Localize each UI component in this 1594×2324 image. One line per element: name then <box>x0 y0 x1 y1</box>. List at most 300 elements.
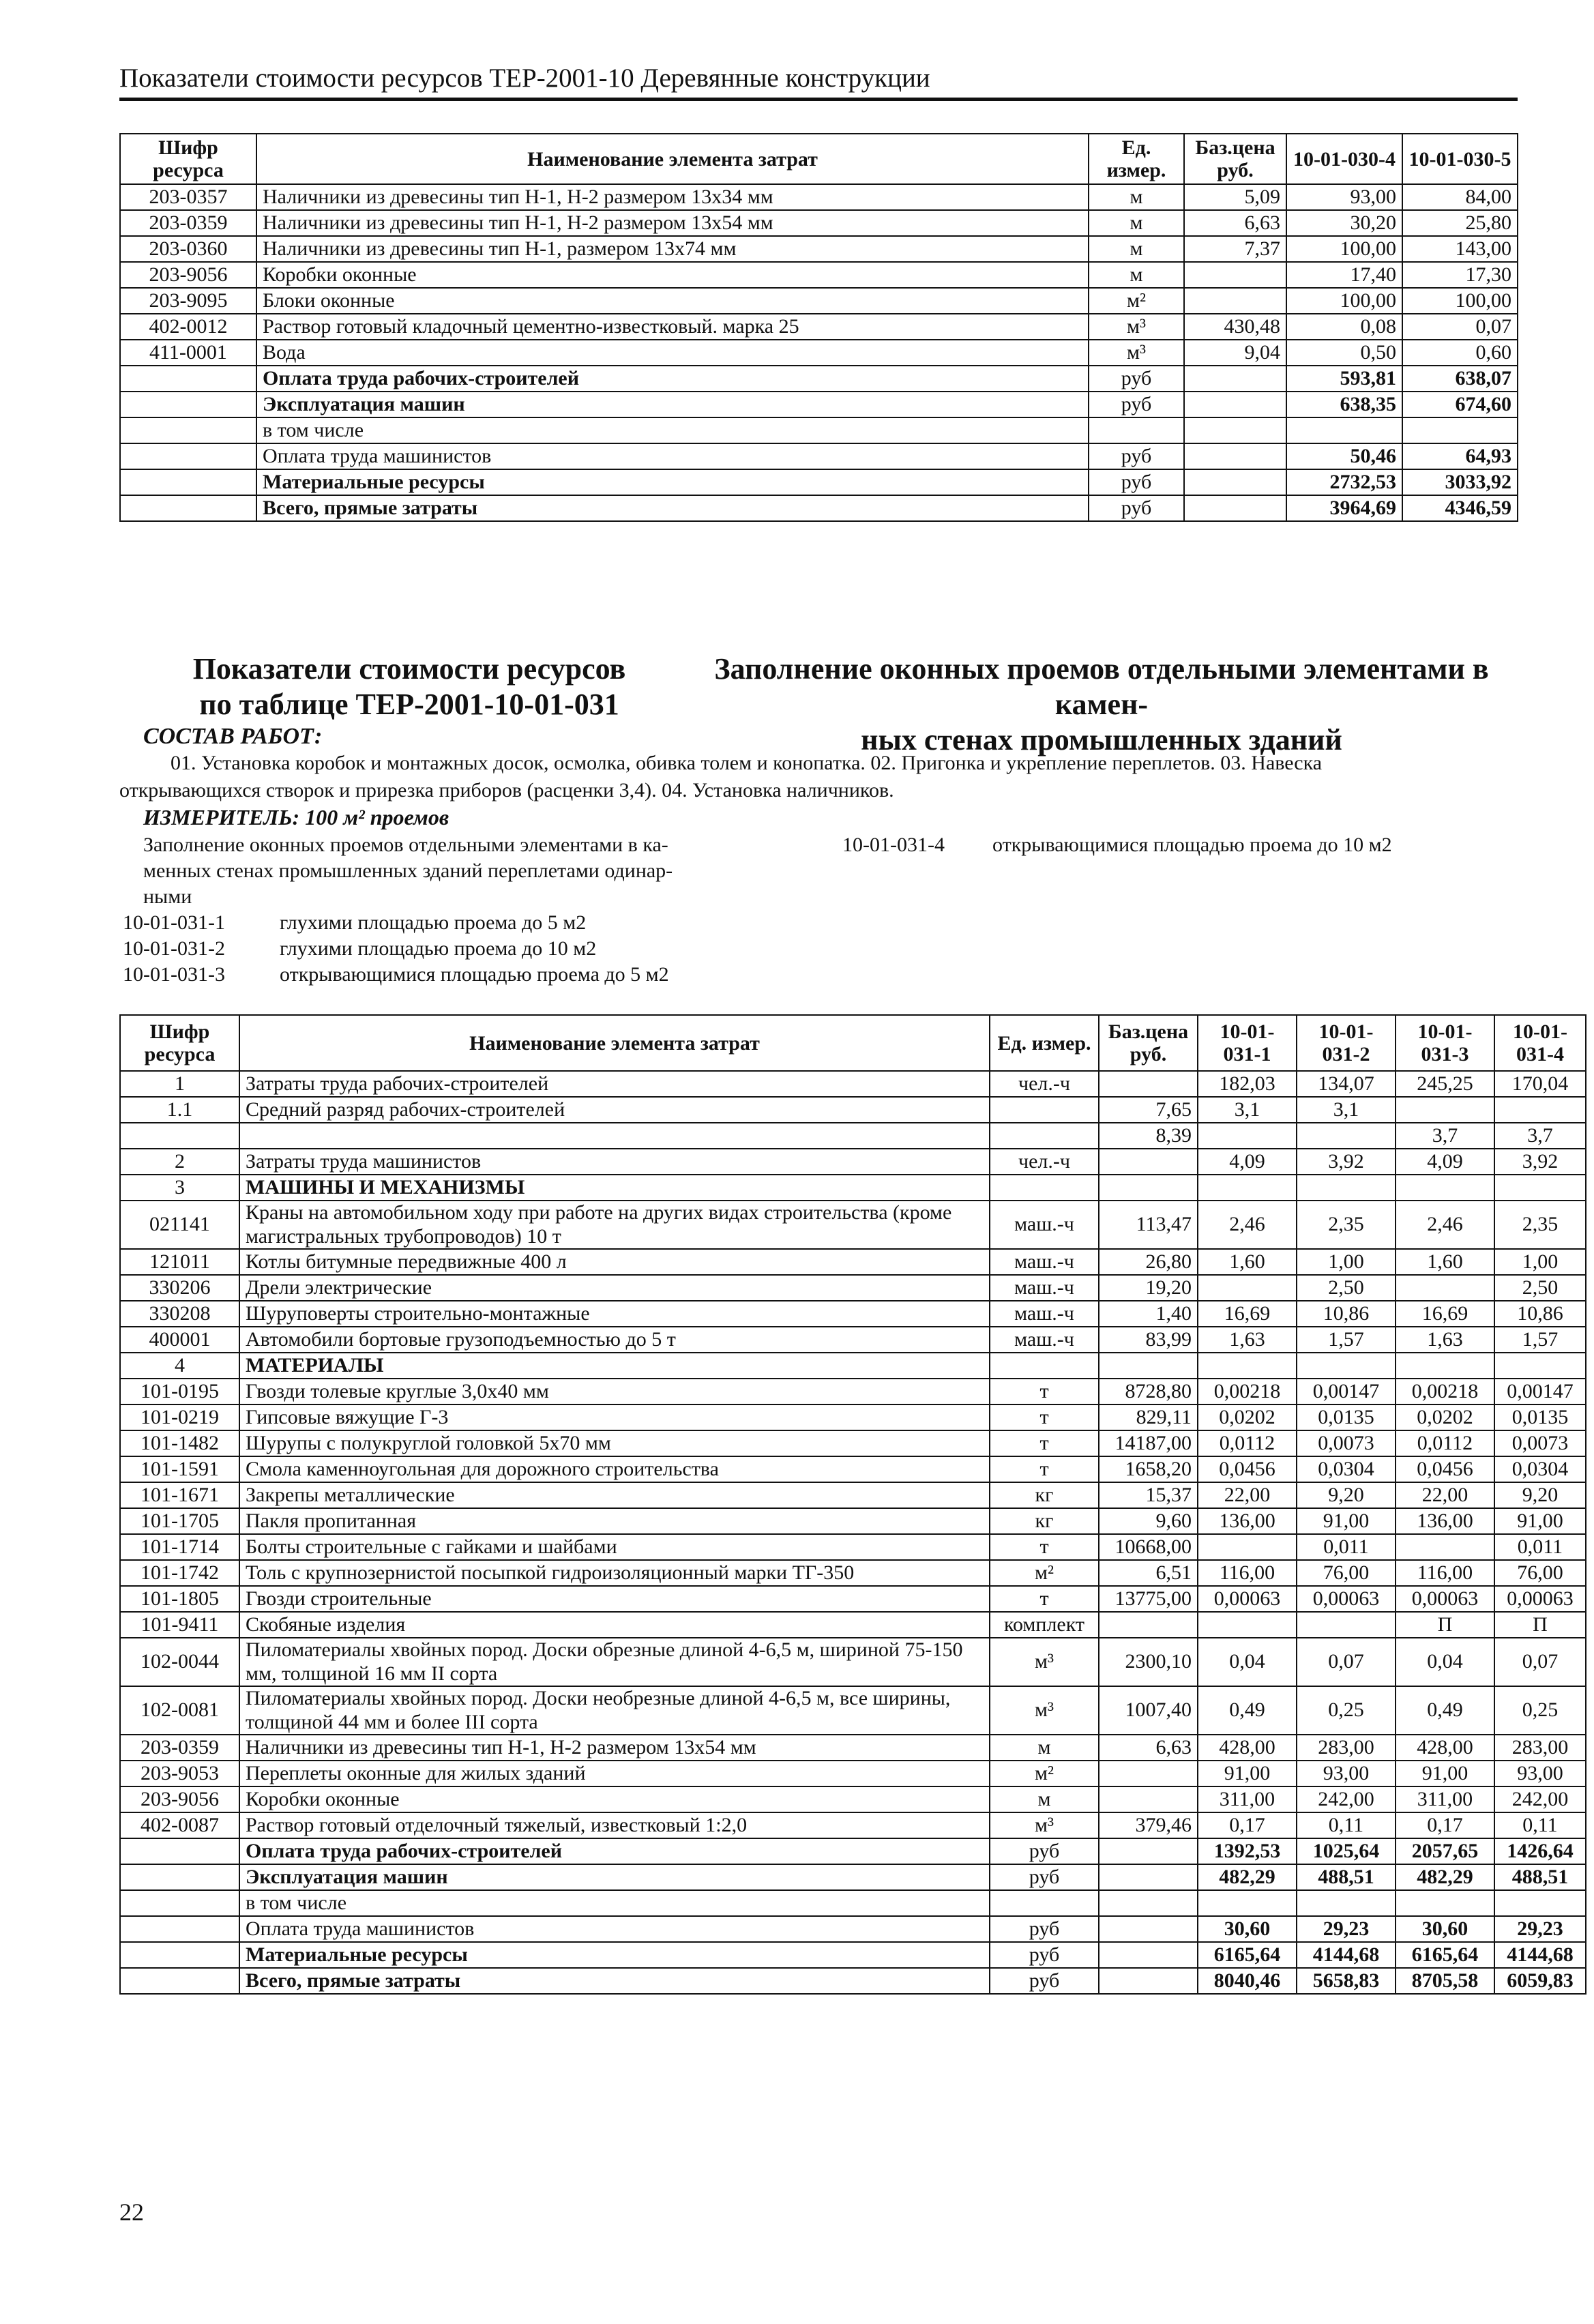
table-cell: Оплата труда рабочих-строителей <box>256 366 1089 392</box>
table-cell <box>120 1890 239 1916</box>
table-cell: 121011 <box>120 1249 239 1275</box>
works-line-2: открывающихся створок и прирезка приборов (расценки 3,4). 04. Установка наличников. <box>119 779 894 801</box>
table-cell: 311,00 <box>1198 1786 1297 1812</box>
table-cell: 1,57 <box>1494 1327 1586 1353</box>
column-header: 10-01-031-2 <box>1297 1015 1396 1071</box>
column-header: 10-01-030-4 <box>1286 134 1402 184</box>
table-cell: м³ <box>990 1812 1099 1838</box>
table-cell: 0,0073 <box>1297 1430 1396 1456</box>
table-cell <box>120 392 256 417</box>
table-cell: 9,20 <box>1297 1482 1396 1508</box>
table-cell <box>1198 1890 1297 1916</box>
table-cell: 6165,64 <box>1198 1942 1297 1968</box>
table-cell: т <box>990 1456 1099 1482</box>
table-cell: 203-0357 <box>120 184 256 210</box>
table-cell <box>990 1123 1099 1149</box>
table-cell: 22,00 <box>1396 1482 1494 1508</box>
table-cell <box>1099 1353 1198 1379</box>
table-row <box>120 1071 1586 1097</box>
table-cell: 5658,83 <box>1297 1968 1396 1994</box>
summary-row <box>120 495 1518 521</box>
table-cell: 8040,46 <box>1198 1968 1297 1994</box>
table-cell: 84,00 <box>1402 184 1518 210</box>
table-cell <box>1184 443 1286 469</box>
table-cell <box>1099 1612 1198 1638</box>
table-cell: кг <box>990 1482 1099 1508</box>
table-cell: м <box>1089 210 1184 236</box>
table-cell: м³ <box>990 1686 1099 1735</box>
left-title-line-1: Показатели стоимости ресурсов <box>192 652 626 686</box>
table-cell: 22,00 <box>1198 1482 1297 1508</box>
table-cell: 283,00 <box>1297 1735 1396 1761</box>
resource-table-031 <box>119 1014 1586 1995</box>
table-cell: 0,07 <box>1402 314 1518 340</box>
table-cell: 4144,68 <box>1297 1942 1396 1968</box>
table-cell <box>990 1353 1099 1379</box>
table-cell: 0,00063 <box>1494 1586 1586 1612</box>
item-code-2: 10-01-031-2 <box>123 937 225 960</box>
table-cell: 1.1 <box>120 1097 239 1123</box>
table-cell: м <box>1089 184 1184 210</box>
table-cell: 6,63 <box>1099 1735 1198 1761</box>
table-cell: 203-9056 <box>120 1786 239 1812</box>
table-cell: МАШИНЫ И МЕХАНИЗМЫ <box>239 1175 990 1201</box>
table-cell <box>120 443 256 469</box>
table-cell: 245,25 <box>1396 1071 1494 1097</box>
table-cell: 100,00 <box>1286 236 1402 262</box>
table-cell: 3033,92 <box>1402 469 1518 495</box>
table-cell: 182,03 <box>1198 1071 1297 1097</box>
table-cell: 100,00 <box>1402 288 1518 314</box>
table-row <box>120 1456 1586 1482</box>
table-cell: П <box>1494 1612 1586 1638</box>
table-cell: 2057,65 <box>1396 1838 1494 1864</box>
table-cell: Раствор готовый отделочный тяжелый, известковый 1:2,0 <box>239 1812 990 1838</box>
works-line-1: 01. Установка коробок и монтажных досок, осмолка, обивка толем и конопатка. 02. Пригонка и укрепление переплетов. 03. Навеска <box>171 752 1323 774</box>
summary-row <box>120 392 1518 417</box>
table-cell: в том числе <box>256 417 1089 443</box>
table-cell: 9,60 <box>1099 1508 1198 1534</box>
table-cell: 0,17 <box>1198 1812 1297 1838</box>
table-row <box>120 1404 1586 1430</box>
table-row <box>120 1482 1586 1508</box>
table-cell: МАТЕРИАЛЫ <box>239 1353 990 1379</box>
table-cell: м³ <box>1089 340 1184 366</box>
table-cell: 2,46 <box>1396 1201 1494 1249</box>
table-cell <box>1099 1071 1198 1097</box>
column-header: 10-01-031-3 <box>1396 1015 1494 1071</box>
table-cell: 1,63 <box>1198 1327 1297 1353</box>
table-row <box>120 288 1518 314</box>
table-cell: 242,00 <box>1494 1786 1586 1812</box>
table-cell <box>1396 1175 1494 1201</box>
right-desc: открывающимися площадью проема до 10 м2 <box>992 834 1392 856</box>
table-cell: 93,00 <box>1297 1761 1396 1786</box>
table-cell: руб <box>990 1838 1099 1864</box>
table-cell: 1,60 <box>1198 1249 1297 1275</box>
table-cell: маш.-ч <box>990 1301 1099 1327</box>
table-cell: м² <box>1089 288 1184 314</box>
table-cell: 674,60 <box>1402 392 1518 417</box>
table-cell: 101-1705 <box>120 1508 239 1534</box>
table-cell <box>120 1838 239 1864</box>
table-row <box>120 1201 1586 1249</box>
table-cell: Затраты труда рабочих-строителей <box>239 1071 990 1097</box>
column-header: 10-01-031-4 <box>1494 1015 1586 1071</box>
table-cell <box>1198 1353 1297 1379</box>
section-left-title <box>191 651 628 722</box>
table-cell: 1,60 <box>1396 1249 1494 1275</box>
table-cell: 3,92 <box>1297 1149 1396 1175</box>
table-cell: 93,00 <box>1286 184 1402 210</box>
right-title-line-1: Заполнение оконных проемов отдельными элементами в камен- <box>714 652 1489 721</box>
table-cell: 30,60 <box>1198 1916 1297 1942</box>
table-cell: 411-0001 <box>120 340 256 366</box>
table-row <box>120 1379 1586 1404</box>
table-cell: 0,11 <box>1494 1812 1586 1838</box>
table-cell <box>1184 366 1286 392</box>
table-cell: Переплеты оконные для жилых зданий <box>239 1761 990 1786</box>
table-cell: 1,00 <box>1297 1249 1396 1275</box>
table-cell: руб <box>1089 366 1184 392</box>
column-header: Наименование элемента затрат <box>239 1015 990 1071</box>
table-cell: 9,04 <box>1184 340 1286 366</box>
table-cell: 430,48 <box>1184 314 1286 340</box>
table-cell: 402-0087 <box>120 1812 239 1838</box>
table-cell: Автомобили бортовые грузоподъемностью до 5 т <box>239 1327 990 1353</box>
table-cell: 8705,58 <box>1396 1968 1494 1994</box>
table-cell: маш.-ч <box>990 1249 1099 1275</box>
table-cell <box>120 1942 239 1968</box>
column-header: Шифр ресурса <box>120 1015 239 1071</box>
summary-row <box>120 1890 1586 1916</box>
table-cell: 102-0044 <box>120 1638 239 1686</box>
table-cell: кг <box>990 1508 1099 1534</box>
table-row <box>120 1301 1586 1327</box>
table-cell <box>1099 1942 1198 1968</box>
table-cell: 101-1805 <box>120 1586 239 1612</box>
table-cell <box>120 469 256 495</box>
table-cell: м <box>990 1786 1099 1812</box>
table-cell: 76,00 <box>1297 1560 1396 1586</box>
table-cell: 2,50 <box>1494 1275 1586 1301</box>
table-cell: 91,00 <box>1494 1508 1586 1534</box>
table-cell: руб <box>1089 469 1184 495</box>
table-cell: 1,57 <box>1297 1327 1396 1353</box>
table-cell: т <box>990 1534 1099 1560</box>
table-cell: 0,0112 <box>1198 1430 1297 1456</box>
table-cell <box>1297 1890 1396 1916</box>
table-cell: 0,08 <box>1286 314 1402 340</box>
table-cell: 0,04 <box>1396 1638 1494 1686</box>
table-cell: Наличники из древесины тип Н-1, Н-2 размером 13х54 мм <box>256 210 1089 236</box>
table-cell: Затраты труда машинистов <box>239 1149 990 1175</box>
table-cell: 30,60 <box>1396 1916 1494 1942</box>
resource-table-030 <box>119 133 1518 522</box>
summary-row <box>120 1942 1586 1968</box>
table-row <box>120 1149 1586 1175</box>
table-cell: 242,00 <box>1297 1786 1396 1812</box>
table-cell: 0,04 <box>1198 1638 1297 1686</box>
table-cell: Пиломатериалы хвойных пород. Доски обрезные длиной 4-6,5 м, шириной 75-150 мм, толщиной 16 мм II сорта <box>239 1638 990 1686</box>
table-cell: Скобяные изделия <box>239 1612 990 1638</box>
table-cell: руб <box>1089 443 1184 469</box>
table-cell: 0,0304 <box>1494 1456 1586 1482</box>
table-cell: Наличники из древесины тип Н-1, Н-2 размером 13х54 мм <box>239 1735 990 1761</box>
table-cell: 0,0304 <box>1297 1456 1396 1482</box>
table-cell: маш.-ч <box>990 1201 1099 1249</box>
table-cell: 101-1714 <box>120 1534 239 1560</box>
table-cell: Дрели электрические <box>239 1275 990 1301</box>
table-cell: 203-9053 <box>120 1761 239 1786</box>
table-cell: 4144,68 <box>1494 1942 1586 1968</box>
table-row <box>120 1812 1586 1838</box>
summary-row <box>120 366 1518 392</box>
table-cell: 0,17 <box>1396 1812 1494 1838</box>
table-cell: 1,00 <box>1494 1249 1586 1275</box>
table-row <box>120 1638 1586 1686</box>
table-cell: 93,00 <box>1494 1761 1586 1786</box>
table-cell: 101-1742 <box>120 1560 239 1586</box>
table-cell: 3,92 <box>1494 1149 1586 1175</box>
table-row <box>120 1786 1586 1812</box>
column-header: Баз.цена руб. <box>1184 134 1286 184</box>
table-cell: Оплата труда машинистов <box>256 443 1089 469</box>
column-header: 10-01-030-5 <box>1402 134 1518 184</box>
summary-row <box>120 1838 1586 1864</box>
table-cell <box>1396 1890 1494 1916</box>
table-cell: 0,00063 <box>1297 1586 1396 1612</box>
table-cell: 0,011 <box>1494 1534 1586 1560</box>
right-title-line-2: ных стенах промышленных зданий <box>861 722 1342 756</box>
item-desc-2: глухими площадью проема до 10 м2 <box>280 937 597 960</box>
table-cell: 0,60 <box>1402 340 1518 366</box>
table-cell: 1 <box>120 1071 239 1097</box>
table-cell <box>120 1123 239 1149</box>
table-cell: 4346,59 <box>1402 495 1518 521</box>
desc-line-1: Заполнение оконных проемов отдельными элементами в ка- <box>143 834 668 856</box>
table-row <box>120 1560 1586 1586</box>
table-cell: 8728,80 <box>1099 1379 1198 1404</box>
item-desc-3: открывающимися площадью проема до 5 м2 <box>280 963 669 986</box>
item-desc-1: глухими площадью проема до 5 м2 <box>280 911 587 934</box>
table-cell: т <box>990 1430 1099 1456</box>
table-row <box>120 262 1518 288</box>
table-cell <box>1494 1890 1586 1916</box>
works-label: СОСТАВ РАБОТ: <box>143 724 323 749</box>
table-cell: 203-0360 <box>120 236 256 262</box>
table-cell: Всего, прямые затраты <box>256 495 1089 521</box>
table-cell: т <box>990 1404 1099 1430</box>
table-cell: Вода <box>256 340 1089 366</box>
table-cell: Смола каменноугольная для дорожного строительства <box>239 1456 990 1482</box>
table-cell: 0,0135 <box>1297 1404 1396 1430</box>
table-cell: маш.-ч <box>990 1275 1099 1301</box>
table-cell: 0,0135 <box>1494 1404 1586 1430</box>
table-cell: м³ <box>990 1638 1099 1686</box>
table-cell <box>1184 495 1286 521</box>
table-cell: Закрепы металлические <box>239 1482 990 1508</box>
item-code-3: 10-01-031-3 <box>123 963 225 986</box>
table-cell <box>1297 1175 1396 1201</box>
table-cell: 379,46 <box>1099 1812 1198 1838</box>
table-cell: 1007,40 <box>1099 1686 1198 1735</box>
table-cell: 488,51 <box>1297 1864 1396 1890</box>
table-cell: 6,51 <box>1099 1560 1198 1586</box>
table-cell <box>1099 1761 1198 1786</box>
table-cell <box>1099 1149 1198 1175</box>
table-cell: 203-9056 <box>120 262 256 288</box>
table-cell: Наличники из древесины тип Н-1, размером 13х74 мм <box>256 236 1089 262</box>
table-cell: 0,49 <box>1198 1686 1297 1735</box>
table-cell: 0,00218 <box>1198 1379 1297 1404</box>
table-cell: 2 <box>120 1149 239 1175</box>
column-header: 10-01-031-1 <box>1198 1015 1297 1071</box>
table-cell: 0,00063 <box>1396 1586 1494 1612</box>
table-cell: 1426,64 <box>1494 1838 1586 1864</box>
table-cell: 0,0456 <box>1198 1456 1297 1482</box>
table-cell <box>1198 1175 1297 1201</box>
table-cell: руб <box>1089 495 1184 521</box>
table-cell: 3964,69 <box>1286 495 1402 521</box>
table-cell <box>1297 1353 1396 1379</box>
table-cell: Коробки оконные <box>256 262 1089 288</box>
table-cell: 0,0112 <box>1396 1430 1494 1456</box>
right-code: 10-01-031-4 <box>842 834 945 856</box>
table-cell: Материальные ресурсы <box>256 469 1089 495</box>
table-cell: т <box>990 1379 1099 1404</box>
table-cell: 101-0195 <box>120 1379 239 1404</box>
table-row <box>120 1249 1586 1275</box>
table-row <box>120 1123 1586 1149</box>
table-cell: 16,69 <box>1198 1301 1297 1327</box>
table-cell <box>1396 1275 1494 1301</box>
table-cell: 101-1671 <box>120 1482 239 1508</box>
table-row <box>120 1612 1586 1638</box>
table-cell: 17,40 <box>1286 262 1402 288</box>
table-cell <box>1297 1612 1396 1638</box>
table-cell <box>1297 1123 1396 1149</box>
table-cell: Наличники из древесины тип Н-1, Н-2 размером 13х34 мм <box>256 184 1089 210</box>
table-cell: 0,00063 <box>1198 1586 1297 1612</box>
table-cell: 10668,00 <box>1099 1534 1198 1560</box>
table-row <box>120 1534 1586 1560</box>
table-cell: 1,63 <box>1396 1327 1494 1353</box>
table-cell <box>1396 1534 1494 1560</box>
table-cell: в том числе <box>239 1890 990 1916</box>
table-cell: 402-0012 <box>120 314 256 340</box>
table-cell: 113,47 <box>1099 1201 1198 1249</box>
table-cell: Пиломатериалы хвойных пород. Доски необрезные длиной 4-6,5 м, все ширины, толщиной 44 мм и более III сорта <box>239 1686 990 1735</box>
table-row <box>120 1327 1586 1353</box>
table-cell <box>1184 392 1286 417</box>
column-header: Баз.цена руб. <box>1099 1015 1198 1071</box>
table-cell: 0,07 <box>1494 1638 1586 1686</box>
table-cell <box>1198 1612 1297 1638</box>
table-cell <box>1396 1353 1494 1379</box>
table-cell: 829,11 <box>1099 1404 1198 1430</box>
table-cell: Краны на автомобильном ходу при работе на других видах строительства (кроме магистральных трубопроводов) 10 т <box>239 1201 990 1249</box>
summary-row <box>120 1968 1586 1994</box>
table-cell: 30,20 <box>1286 210 1402 236</box>
table-row <box>120 236 1518 262</box>
table-cell: 76,00 <box>1494 1560 1586 1586</box>
table-row <box>120 184 1518 210</box>
table-cell <box>1494 1175 1586 1201</box>
table-cell: 0,50 <box>1286 340 1402 366</box>
table-cell <box>120 495 256 521</box>
table-row <box>120 1430 1586 1456</box>
table-cell: 0,00218 <box>1396 1379 1494 1404</box>
table-cell: Шуруповерты строительно-монтажные <box>239 1301 990 1327</box>
table-cell: 0,0202 <box>1198 1404 1297 1430</box>
table-cell: м³ <box>1089 314 1184 340</box>
table-cell: 2,35 <box>1494 1201 1586 1249</box>
table-row <box>120 1097 1586 1123</box>
table-row <box>120 340 1518 366</box>
table-cell: руб <box>1089 392 1184 417</box>
table-row <box>120 210 1518 236</box>
table-cell: 1025,64 <box>1297 1838 1396 1864</box>
table-cell: 638,35 <box>1286 392 1402 417</box>
table-cell <box>990 1175 1099 1201</box>
table-cell <box>120 366 256 392</box>
table-cell: м² <box>990 1560 1099 1586</box>
table-cell: т <box>990 1586 1099 1612</box>
table-cell <box>1198 1534 1297 1560</box>
table-row <box>120 1586 1586 1612</box>
table-cell: чел.-ч <box>990 1149 1099 1175</box>
table-cell: Средний разряд рабочих-строителей <box>239 1097 990 1123</box>
table-cell <box>1099 1838 1198 1864</box>
table-cell <box>1396 1097 1494 1123</box>
desc-line-2: менных стенах промышленных зданий переплетами одинар- <box>143 859 673 882</box>
table-cell: 400001 <box>120 1327 239 1353</box>
summary-row <box>120 1916 1586 1942</box>
table-cell: 91,00 <box>1297 1508 1396 1534</box>
table-cell: 14187,00 <box>1099 1430 1198 1456</box>
table-cell: 29,23 <box>1494 1916 1586 1942</box>
table-cell: 101-1482 <box>120 1430 239 1456</box>
table-cell: 3,1 <box>1198 1097 1297 1123</box>
table-cell: 2,35 <box>1297 1201 1396 1249</box>
table-cell: 0,49 <box>1396 1686 1494 1735</box>
table-cell: 91,00 <box>1396 1761 1494 1786</box>
table-cell: Гвозди толевые круглые 3,0х40 мм <box>239 1379 990 1404</box>
table-cell <box>1099 1916 1198 1942</box>
table-cell: 101-1591 <box>120 1456 239 1482</box>
table-cell <box>990 1097 1099 1123</box>
table-row <box>120 1735 1586 1761</box>
table-cell: Котлы битумные передвижные 400 л <box>239 1249 990 1275</box>
table-cell: 2,46 <box>1198 1201 1297 1249</box>
table-cell: 311,00 <box>1396 1786 1494 1812</box>
table-cell: 134,07 <box>1297 1071 1396 1097</box>
table-cell: 0,25 <box>1494 1686 1586 1735</box>
table-cell: Эксплуатация машин <box>239 1864 990 1890</box>
table-cell: 91,00 <box>1198 1761 1297 1786</box>
left-title-line-2: по таблице ТЕР-2001-10-01-031 <box>199 687 619 721</box>
table-cell: 143,00 <box>1402 236 1518 262</box>
table-cell: 330208 <box>120 1301 239 1327</box>
table-cell: 283,00 <box>1494 1735 1586 1761</box>
table-cell: чел.-ч <box>990 1071 1099 1097</box>
table-cell <box>1494 1353 1586 1379</box>
table-cell: 6,63 <box>1184 210 1286 236</box>
section-right-title <box>679 651 1524 758</box>
table-cell: Коробки оконные <box>239 1786 990 1812</box>
table-row <box>120 1275 1586 1301</box>
